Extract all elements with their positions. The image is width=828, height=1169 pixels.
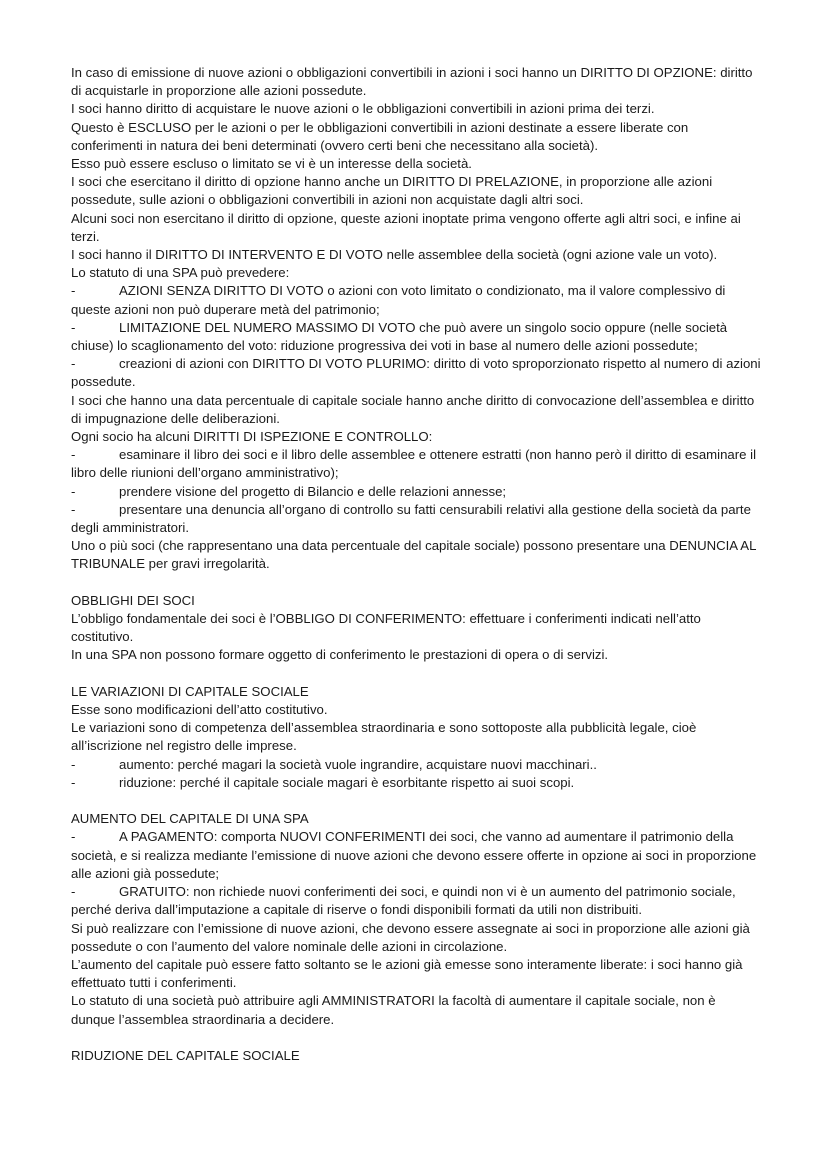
paragraph: I soci che esercitano il diritto di opzione hanno anche un DIRITTO DI PRELAZIONE, in proporzione alle azioni possedute, sulle azioni o obbligazioni convertibili in azioni non acquistate dagli altri soci.	[71, 174, 716, 208]
bullet-dash: -	[71, 319, 76, 335]
list-item	[71, 501, 763, 537]
bullet-dash: -	[71, 884, 76, 900]
section-heading-variazioni: LE VARIAZIONI DI CAPITALE SOCIALE	[71, 683, 309, 699]
section-heading-riduzione: RIDUZIONE DEL CAPITALE SOCIALE	[71, 1047, 300, 1063]
paragraph: Lo statuto di una SPA può prevedere:	[71, 265, 290, 281]
paragraph: Esse sono modificazioni dell’atto costitutivo.	[71, 702, 328, 718]
paragraph: Le variazioni sono di competenza dell’assemblea straordinaria e sono sottoposte alla pubblicità legale, cioè all’iscrizione nel registro delle imprese.	[71, 720, 700, 754]
paragraph: In caso di emissione di nuove azioni o obbligazioni convertibili in azioni i soci hanno un DIRITTO DI OPZIONE: diritto di acquistarle in proporzione alle azioni possedute.	[71, 65, 757, 99]
paragraph: Lo statuto di una società può attribuire agli AMMINISTRATORI la facoltà di aumentare il capitale sociale, non è dunque l’assemblea straordinaria a decidere.	[71, 993, 720, 1027]
bullet-dash: -	[71, 756, 76, 772]
list-item-text: prendere visione del progetto di Bilancio e delle relazioni annesse;	[119, 483, 507, 499]
list-item-text: esaminare il libro dei soci e il libro delle assemblee e ottenere estratti (non hanno però il diritto di esaminare il libro delle riunioni dell’organo amministrativo);	[71, 447, 756, 481]
paragraph: Si può realizzare con l’emissione di nuove azioni, che devono essere assegnate ai soci in proporzione alle azioni già possedute o con l’aumento del valore nominale delle azioni in circolazione.	[71, 920, 754, 954]
paragraph: I soci hanno il DIRITTO DI INTERVENTO E DI VOTO nelle assemblee della società (ogni azione vale un voto).	[71, 247, 718, 263]
list-item	[71, 774, 763, 792]
bullet-dash: -	[71, 356, 76, 372]
bullet-dash: -	[71, 447, 76, 463]
paragraph: L’obbligo fondamentale dei soci è l’OBBLIGO DI CONFERIMENTO: effettuare i conferimenti indicati nell’atto costitutivo.	[71, 611, 705, 645]
paragraph: Uno o più soci (che rappresentano una data percentuale del capitale sociale) possono presentare una DENUNCIA AL TRIBUNALE per gravi irregolarità.	[71, 538, 760, 572]
bullet-dash: -	[71, 283, 76, 299]
list-item-text: LIMITAZIONE DEL NUMERO MASSIMO DI VOTO che può avere un singolo socio oppure (nelle società chiuse) lo scaglionamento del voto: riduzione progressiva dei voti in base al numero delle azioni possedute;	[71, 319, 728, 354]
list-item	[71, 355, 763, 391]
bullet-dash: -	[71, 774, 76, 790]
list-item-text: riduzione: perché il capitale sociale magari è esorbitante rispetto ai suoi scopi.	[119, 774, 575, 790]
paragraph: Questo è ESCLUSO per le azioni o per le obbligazioni convertibili in azioni destinate a essere liberate con conferimenti in natura dei beni determinati (ovvero certi beni che necessitano alla società).	[71, 119, 692, 153]
bullet-dash: -	[71, 483, 76, 499]
list-item	[71, 282, 763, 318]
paragraph: Esso può essere escluso o limitato se vi è un interesse della società.	[71, 156, 472, 172]
list-item	[71, 319, 763, 355]
section-heading-obblighi: OBBLIGHI DEI SOCI	[71, 592, 195, 608]
list-item	[71, 756, 763, 774]
document-page	[71, 64, 763, 1065]
bullet-dash: -	[71, 829, 76, 845]
list-item-text: AZIONI SENZA DIRITTO DI VOTO o azioni con voto limitato o condizionato, ma il valore complessivo di queste azioni non può duperare metà del patrimonio;	[71, 283, 726, 317]
list-item-text: presentare una denuncia all’organo di controllo su fatti censurabili relativi alla gestione della società da parte degli amministratori.	[71, 501, 751, 536]
section-heading-aumento: AUMENTO DEL CAPITALE DI UNA SPA	[71, 811, 309, 827]
list-item	[71, 883, 763, 919]
list-item	[71, 483, 763, 501]
paragraph: I soci che hanno una data percentuale di capitale sociale hanno anche diritto di convocazione dell’assemblea e diritto di impugnazione delle deliberazioni.	[71, 392, 758, 426]
list-item-text: GRATUITO: non richiede nuovi conferimenti dei soci, e quindi non vi è un aumento del patrimonio sociale, perché deriva dall’imputazione a capitale di riserve o fondi disponibili formati da utili non distribuiti.	[71, 884, 736, 918]
list-item	[71, 446, 763, 482]
paragraph: I soci hanno diritto di acquistare le nuove azioni o le obbligazioni convertibili in azioni prima dei terzi.	[71, 101, 655, 117]
list-item-text: A PAGAMENTO: comporta NUOVI CONFERIMENTI dei soci, che vanno ad aumentare il patrimonio della società, e si realizza mediante l’emissione di nuove azioni che devono essere offerte in opzione ai soci in proporzione alle azioni già possedute;	[71, 829, 757, 881]
list-item-text: creazioni di azioni con DIRITTO DI VOTO PLURIMO: diritto di voto sproporzionato rispetto al numero di azioni possedute.	[71, 356, 761, 390]
list-item-text: aumento: perché magari la società vuole ingrandire, acquistare nuovi macchinari..	[119, 756, 597, 772]
paragraph: In una SPA non possono formare oggetto di conferimento le prestazioni di opera o di servizi.	[71, 647, 609, 663]
paragraph: Ogni socio ha alcuni DIRITTI DI ISPEZIONE E CONTROLLO:	[71, 429, 433, 445]
bullet-dash: -	[71, 501, 76, 517]
paragraph: L’aumento del capitale può essere fatto soltanto se le azioni già emesse sono interamente liberate: i soci hanno già effettuato tutti i conferimenti.	[71, 956, 747, 991]
paragraph: Alcuni soci non esercitano il diritto di opzione, queste azioni inoptate prima vengono offerte agli altri soci, e infine ai terzi.	[71, 210, 745, 244]
list-item	[71, 828, 763, 883]
